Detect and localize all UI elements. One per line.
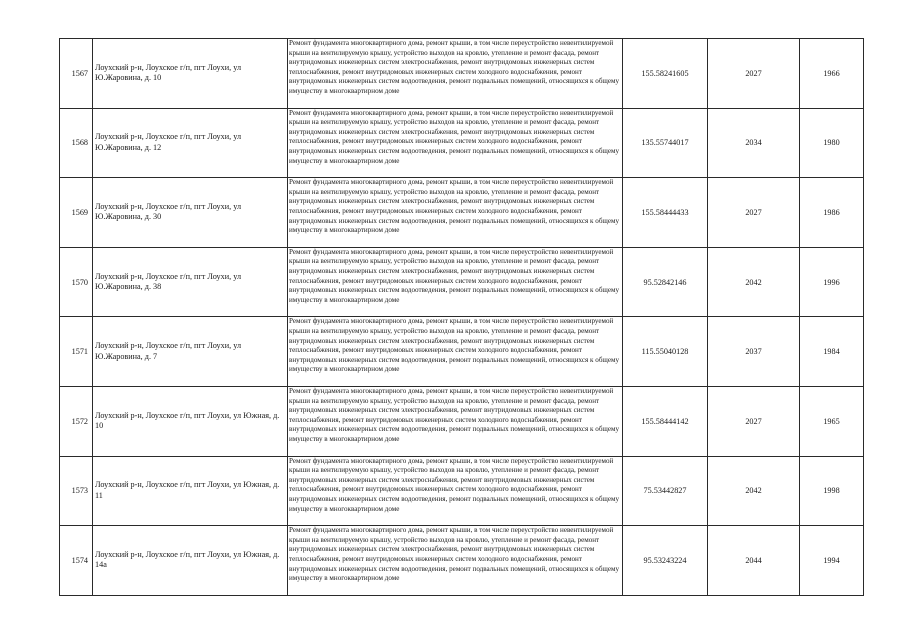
address-cell: Лоухский р-н, Лоухское г/п, пгт Лоухи, ул Ю.Жаровина, д. 38 [93, 247, 288, 317]
row-number: 1571 [60, 317, 93, 387]
planned-year-cell: 2044 [708, 526, 800, 596]
address-cell: Лоухский р-н, Лоухское г/п, пгт Лоухи, ул Ю.Жаровина, д. 7 [93, 317, 288, 387]
work-list-cell [288, 178, 623, 248]
row-number: 1572 [60, 386, 93, 456]
cost-cell: 95.52842146 [623, 247, 708, 317]
address-cell: Лоухский р-н, Лоухское г/п, пгт Лоухи, ул Ю.Жаровина, д. 30 [93, 178, 288, 248]
work-list-text: Ремонт фундамента многоквартирного дома, ремонт крыши, в том числе переустройство невентилируемой крыши на вентилируемую крышу, устройство выходов на кровлю, утепление и ремонт фасада, ремонт внутридомовых инженерных систем электроснабжения, ремонт внутридомовых инженерных систем теплоснабжения, ремонт внутридомовых инженерных систем холодного водоснабжения, ремонт внутридомовых инженерных систем водоотведения, ремонт подвальных помещений, относящихся к общему имуществу в многоквартирном доме [289, 178, 620, 235]
work-list-cell [288, 247, 623, 317]
cost-cell: 155.58444433 [623, 178, 708, 248]
cost-cell: 155.58241605 [623, 39, 708, 109]
work-list-text: Ремонт фундамента многоквартирного дома, ремонт крыши, в том числе переустройство невентилируемой крыши на вентилируемую крышу, устройство выходов на кровлю, утепление и ремонт фасада, ремонт внутридомовых инженерных систем электроснабжения, ремонт внутридомовых инженерных систем теплоснабжения, ремонт внутридомовых инженерных систем холодного водоснабжения, ремонт внутридомовых инженерных систем водоотведения, ремонт подвальных помещений, относящихся к общему имуществу в многоквартирном доме [289, 456, 620, 513]
work-list-text: Ремонт фундамента многоквартирного дома, ремонт крыши, в том числе переустройство невентилируемой крыши на вентилируемую крышу, устройство выходов на кровлю, утепление и ремонт фасада, ремонт внутридомовых инженерных систем электроснабжения, ремонт внутридомовых инженерных систем теплоснабжения, ремонт внутридомовых инженерных систем холодного водоснабжения, ремонт внутридомовых инженерных систем водоотведения, ремонт подвальных помещений, относящихся к общему имуществу в многоквартирном доме [289, 39, 620, 95]
work-list-cell [288, 456, 623, 526]
work-list-text: Ремонт фундамента многоквартирного дома, ремонт крыши, в том числе переустройство невентилируемой крыши на вентилируемую крышу, устройство выходов на кровлю, утепление и ремонт фасада, ремонт внутридомовых инженерных систем электроснабжения, ремонт внутридомовых инженерных систем теплоснабжения, ремонт внутридомовых инженерных систем холодного водоснабжения, ремонт внутридомовых инженерных систем водоотведения, ремонт подвальных помещений, относящихся к общему имуществу в многоквартирном доме [289, 317, 620, 374]
cost-cell: 95.53243224 [623, 526, 708, 596]
build-year-cell: 1996 [800, 247, 864, 317]
work-list-cell [288, 39, 623, 109]
address-cell: Лоухский р-н, Лоухское г/п, пгт Лоухи, ул Южная, д. 11 [93, 456, 288, 526]
address-cell: Лоухский р-н, Лоухское г/п, пгт Лоухи, ул Южная, д. 10 [93, 386, 288, 456]
address-cell: Лоухский р-н, Лоухское г/п, пгт Лоухи, ул Южная, д. 14а [93, 526, 288, 596]
work-list-cell [288, 108, 623, 178]
planned-year-cell: 2027 [708, 39, 800, 109]
work-list-text: Ремонт фундамента многоквартирного дома, ремонт крыши, в том числе переустройство невентилируемой крыши на вентилируемую крышу, устройство выходов на кровлю, утепление и ремонт фасада, ремонт внутридомовых инженерных систем электроснабжения, ремонт внутридомовых инженерных систем теплоснабжения, ремонт внутридомовых инженерных систем холодного водоснабжения, ремонт внутридомовых инженерных систем водоотведения, ремонт подвальных помещений, относящихся к общему имуществу в многоквартирном доме [289, 526, 620, 583]
cost-cell: 155.58444142 [623, 386, 708, 456]
planned-year-cell: 2027 [708, 178, 800, 248]
row-number: 1574 [60, 526, 93, 596]
table-row [60, 178, 864, 248]
build-year-cell: 1966 [800, 39, 864, 109]
address-cell: Лоухский р-н, Лоухское г/п, пгт Лоухи, ул Ю.Жаровина, д. 10 [93, 39, 288, 109]
planned-year-cell: 2034 [708, 108, 800, 178]
work-list-text: Ремонт фундамента многоквартирного дома, ремонт крыши, в том числе переустройство невентилируемой крыши на вентилируемую крышу, устройство выходов на кровлю, утепление и ремонт фасада, ремонт внутридомовых инженерных систем электроснабжения, ремонт внутридомовых инженерных систем теплоснабжения, ремонт внутридомовых инженерных систем холодного водоснабжения, ремонт внутридомовых инженерных систем водоотведения, ремонт подвальных помещений, относящихся к общему имуществу в многоквартирном доме [289, 247, 620, 304]
row-number: 1567 [60, 39, 93, 109]
row-number: 1568 [60, 108, 93, 178]
planned-year-cell: 2042 [708, 456, 800, 526]
table-row [60, 386, 864, 456]
row-number: 1573 [60, 456, 93, 526]
address-cell: Лоухский р-н, Лоухское г/п, пгт Лоухи, ул Ю.Жаровина, д. 12 [93, 108, 288, 178]
build-year-cell: 1994 [800, 526, 864, 596]
work-list-cell [288, 526, 623, 596]
build-year-cell: 1980 [800, 108, 864, 178]
table-row [60, 39, 864, 109]
work-list-cell [288, 317, 623, 387]
table-row [60, 247, 864, 317]
row-number: 1569 [60, 178, 93, 248]
build-year-cell: 1986 [800, 178, 864, 248]
table-row [60, 456, 864, 526]
work-list-text: Ремонт фундамента многоквартирного дома, ремонт крыши, в том числе переустройство невентилируемой крыши на вентилируемую крышу, устройство выходов на кровлю, утепление и ремонт фасада, ремонт внутридомовых инженерных систем электроснабжения, ремонт внутридомовых инженерных систем теплоснабжения, ремонт внутридомовых инженерных систем холодного водоснабжения, ремонт внутридомовых инженерных систем водоотведения, ремонт подвальных помещений, относящихся к общему имуществу в многоквартирном доме [289, 108, 620, 165]
planned-year-cell: 2042 [708, 247, 800, 317]
work-list-cell [288, 386, 623, 456]
table-row [60, 526, 864, 596]
cost-cell: 135.55744017 [623, 108, 708, 178]
build-year-cell: 1965 [800, 386, 864, 456]
table-body [60, 39, 864, 596]
planned-year-cell: 2037 [708, 317, 800, 387]
work-list-text: Ремонт фундамента многоквартирного дома, ремонт крыши, в том числе переустройство невентилируемой крыши на вентилируемую крышу, устройство выходов на кровлю, утепление и ремонт фасада, ремонт внутридомовых инженерных систем электроснабжения, ремонт внутридомовых инженерных систем теплоснабжения, ремонт внутридомовых инженерных систем холодного водоснабжения, ремонт внутридомовых инженерных систем водоотведения, ремонт подвальных помещений, относящихся к общему имуществу в многоквартирном доме [289, 386, 620, 443]
table-row [60, 108, 864, 178]
planned-year-cell: 2027 [708, 386, 800, 456]
build-year-cell: 1998 [800, 456, 864, 526]
table-row [60, 317, 864, 387]
cost-cell: 75.53442827 [623, 456, 708, 526]
capital-repair-table [59, 38, 864, 596]
row-number: 1570 [60, 247, 93, 317]
cost-cell: 115.55040128 [623, 317, 708, 387]
build-year-cell: 1984 [800, 317, 864, 387]
